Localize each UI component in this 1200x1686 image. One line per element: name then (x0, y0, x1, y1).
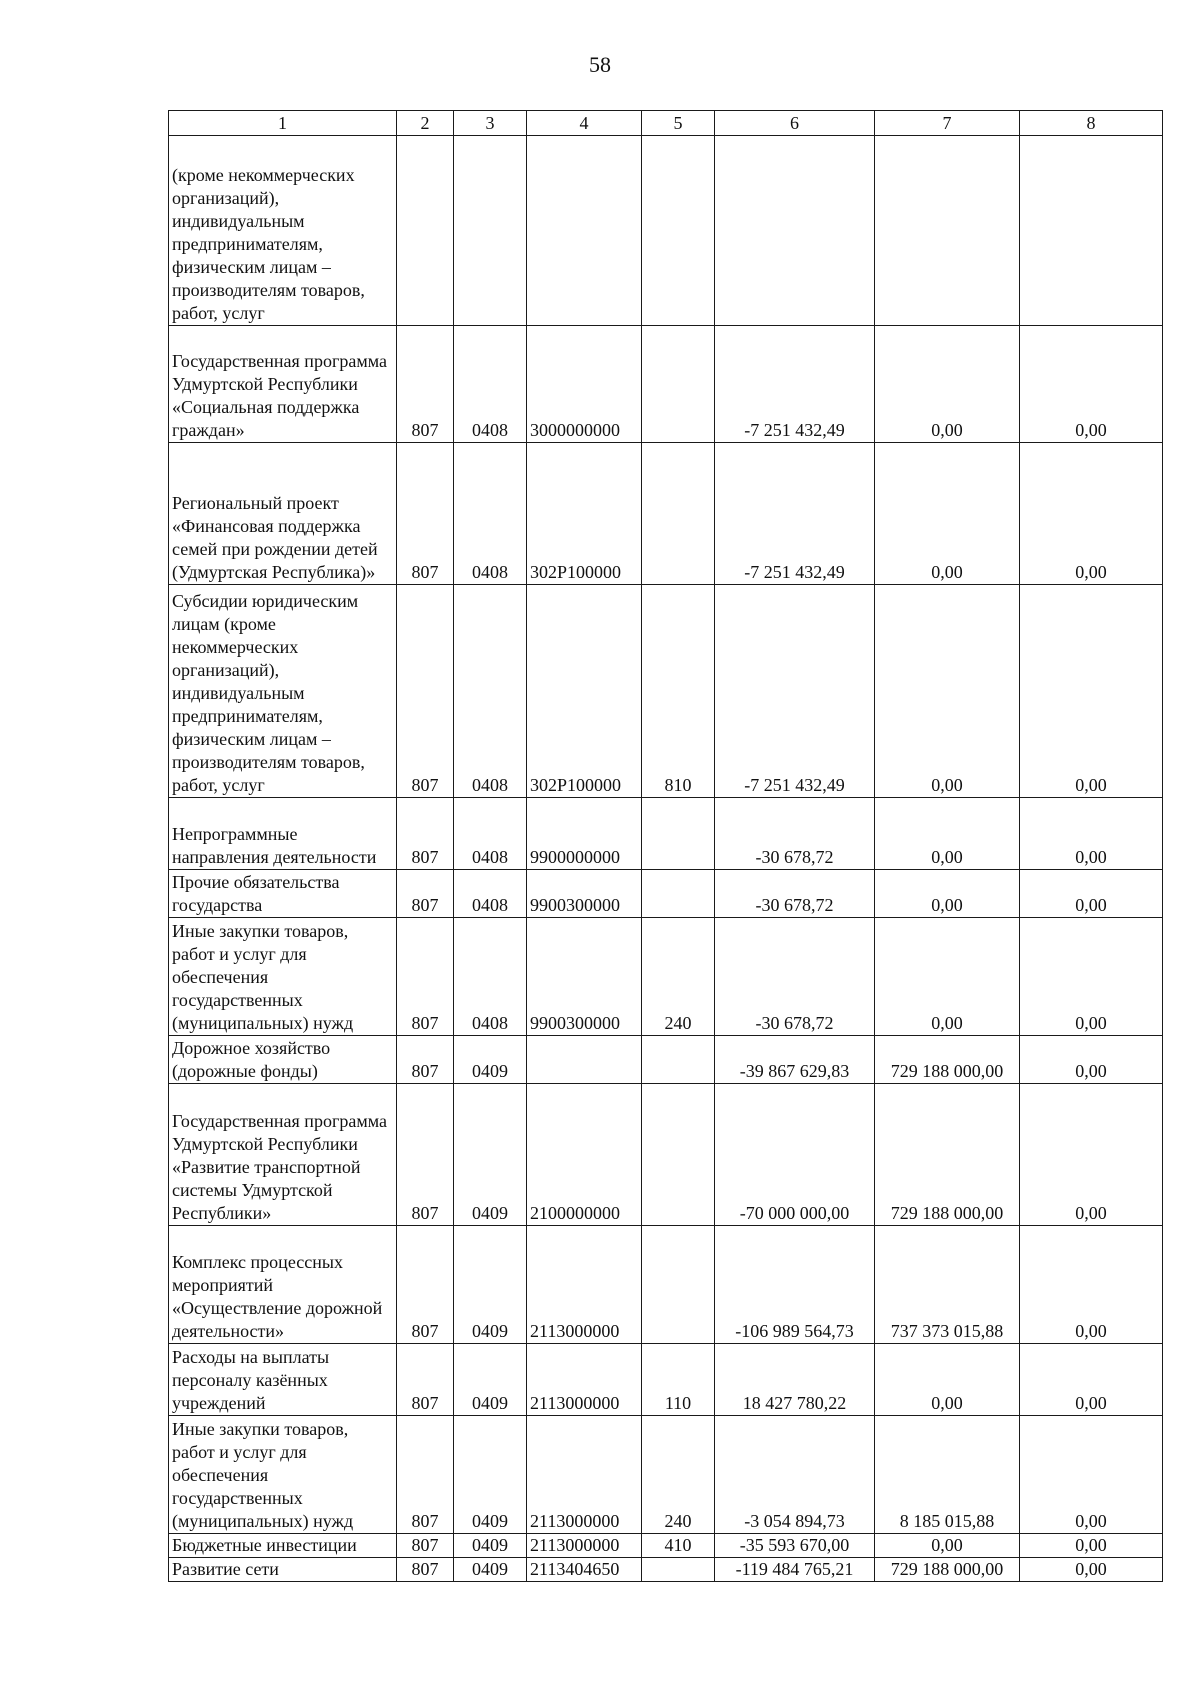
row-name-cell: Иные закупки товаров, работ и услуг для обеспечения государственных (муниципальных) нужд (169, 1416, 397, 1534)
cell-target-article: 9900000000 (527, 798, 642, 870)
cell-amount-col6: -3 054 894,73 (715, 1416, 875, 1534)
header-row (169, 111, 1163, 136)
cell-amount-col7: 0,00 (875, 870, 1020, 918)
row-name-cell: Развитие сети (169, 1558, 397, 1582)
cell-amount-col6: 18 427 780,22 (715, 1344, 875, 1416)
row-name-cell: Государственная программа Удмуртской Республики «Социальная поддержка граждан» (169, 326, 397, 443)
cell-target-article (527, 1036, 642, 1084)
cell-amount-col8: 0,00 (1020, 1558, 1163, 1582)
cell-target-article: 302P100000 (527, 443, 642, 585)
row-name-cell: (кроме некоммерческих организаций), индивидуальным предпринимателям, физическим лицам – производителям товаров, работ, услуг (169, 136, 397, 326)
cell-target-article: 2113000000 (527, 1416, 642, 1534)
cell-amount-col8: 0,00 (1020, 1344, 1163, 1416)
cell-ved: 807 (397, 585, 454, 798)
cell-amount-col6: -35 593 670,00 (715, 1534, 875, 1558)
row-name-cell: Расходы на выплаты персоналу казённых учреждений (169, 1344, 397, 1416)
cell-section: 0408 (454, 326, 527, 443)
column-header: 2 (397, 111, 454, 136)
cell-expense-type (642, 798, 715, 870)
row-name-cell: Бюджетные инвестиции (169, 1534, 397, 1558)
cell-amount-col7: 0,00 (875, 326, 1020, 443)
cell-ved: 807 (397, 1416, 454, 1534)
cell-target-article: 2113000000 (527, 1226, 642, 1344)
table-row (169, 1558, 1163, 1582)
cell-amount-col6: -70 000 000,00 (715, 1084, 875, 1226)
cell-target-article: 2113000000 (527, 1344, 642, 1416)
row-name-cell: Иные закупки товаров, работ и услуг для обеспечения государственных (муниципальных) нужд (169, 918, 397, 1036)
cell-amount-col6: -7 251 432,49 (715, 326, 875, 443)
table-row (169, 1084, 1163, 1226)
cell-ved: 807 (397, 1226, 454, 1344)
cell-target-article (527, 136, 642, 326)
row-name-cell: Субсидии юридическим лицам (кроме некоммерческих организаций), индивидуальным предпринимателям, физическим лицам – производителям товаров, работ, услуг (169, 585, 397, 798)
column-header: 5 (642, 111, 715, 136)
table-row (169, 1416, 1163, 1534)
budget-table (168, 110, 1163, 1582)
cell-amount-col7: 0,00 (875, 798, 1020, 870)
cell-expense-type: 810 (642, 585, 715, 798)
cell-amount-col7: 737 373 015,88 (875, 1226, 1020, 1344)
cell-amount-col7: 729 188 000,00 (875, 1084, 1020, 1226)
cell-amount-col6: -30 678,72 (715, 870, 875, 918)
column-header: 6 (715, 111, 875, 136)
cell-amount-col6: -119 484 765,21 (715, 1558, 875, 1582)
cell-section: 0409 (454, 1036, 527, 1084)
cell-target-article: 9900300000 (527, 870, 642, 918)
cell-amount-col8: 0,00 (1020, 1036, 1163, 1084)
cell-amount-col8: 0,00 (1020, 1534, 1163, 1558)
table-row (169, 1344, 1163, 1416)
cell-amount-col6: -7 251 432,49 (715, 443, 875, 585)
cell-section (454, 136, 527, 326)
cell-target-article: 2100000000 (527, 1084, 642, 1226)
table-row (169, 1534, 1163, 1558)
cell-amount-col6: -39 867 629,83 (715, 1036, 875, 1084)
table-row (169, 870, 1163, 918)
cell-target-article: 2113404650 (527, 1558, 642, 1582)
cell-ved: 807 (397, 918, 454, 1036)
column-header: 3 (454, 111, 527, 136)
column-header: 7 (875, 111, 1020, 136)
cell-amount-col6: -30 678,72 (715, 918, 875, 1036)
cell-ved: 807 (397, 1084, 454, 1226)
table-row (169, 798, 1163, 870)
cell-ved: 807 (397, 1036, 454, 1084)
cell-section: 0408 (454, 918, 527, 1036)
cell-section: 0408 (454, 585, 527, 798)
cell-expense-type: 110 (642, 1344, 715, 1416)
cell-amount-col6 (715, 136, 875, 326)
cell-amount-col8: 0,00 (1020, 326, 1163, 443)
row-name-cell: Комплекс процессных мероприятий «Осуществление дорожной деятельности» (169, 1226, 397, 1344)
cell-expense-type (642, 1084, 715, 1226)
cell-amount-col7: 0,00 (875, 1534, 1020, 1558)
cell-amount-col8: 0,00 (1020, 585, 1163, 798)
cell-amount-col6: -30 678,72 (715, 798, 875, 870)
table-row (169, 1036, 1163, 1084)
cell-ved: 807 (397, 1344, 454, 1416)
cell-section: 0409 (454, 1344, 527, 1416)
cell-amount-col8 (1020, 136, 1163, 326)
cell-ved: 807 (397, 870, 454, 918)
column-header: 4 (527, 111, 642, 136)
cell-section: 0408 (454, 798, 527, 870)
cell-expense-type (642, 443, 715, 585)
cell-amount-col7: 729 188 000,00 (875, 1036, 1020, 1084)
cell-amount-col8: 0,00 (1020, 1416, 1163, 1534)
page-number: 58 (589, 52, 611, 77)
cell-amount-col8: 0,00 (1020, 1226, 1163, 1344)
table-row (169, 326, 1163, 443)
cell-target-article: 302P100000 (527, 585, 642, 798)
row-name-cell: Региональный проект «Финансовая поддержка семей при рождении детей (Удмуртская Республика)» (169, 443, 397, 585)
cell-amount-col7: 8 185 015,88 (875, 1416, 1020, 1534)
cell-amount-col6: -106 989 564,73 (715, 1226, 875, 1344)
cell-section: 0409 (454, 1084, 527, 1226)
cell-section: 0409 (454, 1558, 527, 1582)
cell-amount-col7: 0,00 (875, 918, 1020, 1036)
cell-section: 0409 (454, 1226, 527, 1344)
table-row (169, 585, 1163, 798)
cell-amount-col6: -7 251 432,49 (715, 585, 875, 798)
cell-section: 0408 (454, 443, 527, 585)
cell-section: 0408 (454, 870, 527, 918)
cell-expense-type (642, 136, 715, 326)
cell-ved: 807 (397, 326, 454, 443)
table-row (169, 136, 1163, 326)
cell-amount-col7: 729 188 000,00 (875, 1558, 1020, 1582)
cell-expense-type (642, 1036, 715, 1084)
cell-expense-type (642, 1558, 715, 1582)
cell-amount-col8: 0,00 (1020, 918, 1163, 1036)
cell-ved (397, 136, 454, 326)
cell-amount-col7 (875, 136, 1020, 326)
table-row (169, 918, 1163, 1036)
cell-amount-col8: 0,00 (1020, 1084, 1163, 1226)
row-name-cell: Непрограммные направления деятельности (169, 798, 397, 870)
cell-target-article: 3000000000 (527, 326, 642, 443)
cell-ved: 807 (397, 798, 454, 870)
cell-expense-type (642, 1226, 715, 1344)
cell-ved: 807 (397, 1558, 454, 1582)
row-name-cell: Государственная программа Удмуртской Республики «Развитие транспортной системы Удмуртской Республики» (169, 1084, 397, 1226)
cell-expense-type: 240 (642, 1416, 715, 1534)
cell-target-article: 9900300000 (527, 918, 642, 1036)
cell-expense-type (642, 326, 715, 443)
table-row (169, 443, 1163, 585)
cell-amount-col7: 0,00 (875, 1344, 1020, 1416)
cell-section: 0409 (454, 1534, 527, 1558)
cell-amount-col8: 0,00 (1020, 870, 1163, 918)
cell-amount-col8: 0,00 (1020, 443, 1163, 585)
cell-expense-type: 410 (642, 1534, 715, 1558)
cell-expense-type (642, 870, 715, 918)
cell-expense-type: 240 (642, 918, 715, 1036)
cell-target-article: 2113000000 (527, 1534, 642, 1558)
cell-amount-col7: 0,00 (875, 443, 1020, 585)
row-name-cell: Дорожное хозяйство (дорожные фонды) (169, 1036, 397, 1084)
column-header: 8 (1020, 111, 1163, 136)
column-header: 1 (169, 111, 397, 136)
row-name-cell: Прочие обязательства государства (169, 870, 397, 918)
table-row (169, 1226, 1163, 1344)
cell-ved: 807 (397, 1534, 454, 1558)
cell-ved: 807 (397, 443, 454, 585)
cell-amount-col7: 0,00 (875, 585, 1020, 798)
cell-amount-col8: 0,00 (1020, 798, 1163, 870)
cell-section: 0409 (454, 1416, 527, 1534)
